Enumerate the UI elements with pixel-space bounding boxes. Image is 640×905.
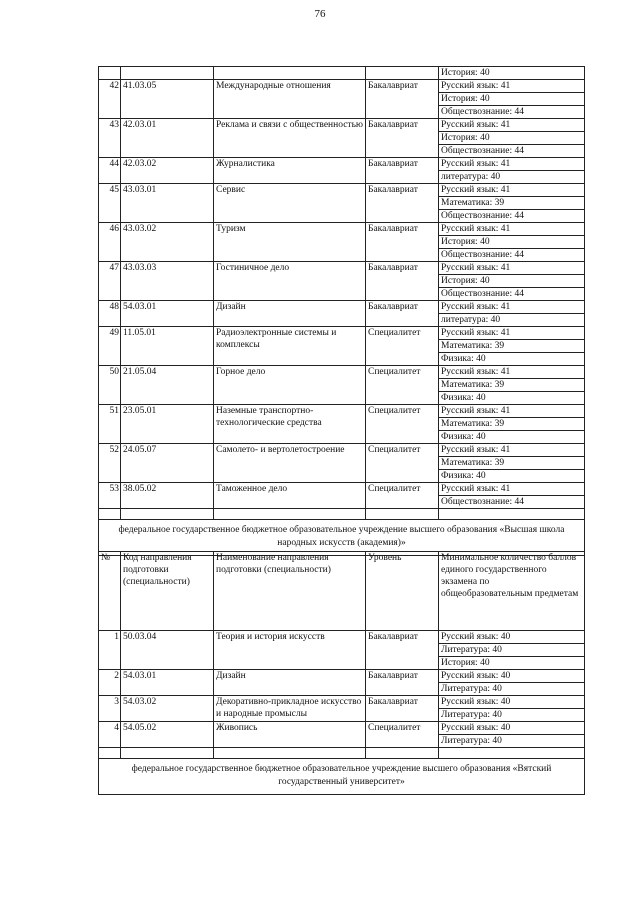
program-level: Бакалавриат: [366, 80, 439, 119]
program-name: Таможенное дело: [214, 483, 366, 509]
empty-cell: [439, 748, 585, 759]
row-number: 3: [99, 696, 121, 722]
program-code: 23.05.01: [121, 405, 214, 444]
program-level: Бакалавриат: [366, 670, 439, 696]
program-code: 24.05.07: [121, 444, 214, 483]
program-name: Дизайн: [214, 301, 366, 327]
program-name: Дизайн: [214, 670, 366, 696]
empty-cell: [366, 67, 439, 80]
table-row: [99, 223, 585, 236]
subject-min-score: Русский язык: 41: [439, 366, 585, 379]
subject-min-score: литература: 40: [439, 171, 585, 184]
table-row: [99, 483, 585, 496]
row-number: 46: [99, 223, 121, 262]
table-row: [99, 327, 585, 340]
empty-cell: [214, 748, 366, 759]
subject-min-score: Русский язык: 41: [439, 80, 585, 93]
subject-min-score: Русский язык: 41: [439, 405, 585, 418]
program-name: Гостиничное дело: [214, 262, 366, 301]
table-header-row: [99, 552, 585, 631]
empty-cell: [214, 509, 366, 520]
row-number: 52: [99, 444, 121, 483]
row-number: 44: [99, 158, 121, 184]
header-code: Код направления подготовки (специальности): [121, 552, 214, 631]
subject-min-score: История: 40: [439, 275, 585, 288]
row-number: 53: [99, 483, 121, 509]
program-name: Наземные транспортно-технологические средства: [214, 405, 366, 444]
table-row: [99, 366, 585, 379]
subject-min-score: Обществознание: 44: [439, 249, 585, 262]
program-name: Живопись: [214, 722, 366, 748]
program-level: Бакалавриат: [366, 119, 439, 158]
page-number: 76: [314, 8, 326, 20]
program-code: 50.03.04: [121, 631, 214, 670]
program-name: Радиоэлектронные системы и комплексы: [214, 327, 366, 366]
subject-min-score: Литература: 40: [439, 735, 585, 748]
program-code: 11.05.01: [121, 327, 214, 366]
table-row: [99, 80, 585, 93]
table-row: [99, 722, 585, 735]
admission-table-continued: [98, 66, 585, 556]
row-number: 49: [99, 327, 121, 366]
program-name: Реклама и связи с общественностью: [214, 119, 366, 158]
subject-min-score: Обществознание: 44: [439, 496, 585, 509]
program-code: 43.03.02: [121, 223, 214, 262]
subject-min-score: Литература: 40: [439, 709, 585, 722]
program-name: Международные отношения: [214, 80, 366, 119]
program-code: 42.03.02: [121, 158, 214, 184]
program-name: Горное дело: [214, 366, 366, 405]
program-level: Специалитет: [366, 327, 439, 366]
header-level: Уровень: [366, 552, 439, 631]
subject-min-score: История: 40: [439, 132, 585, 145]
program-level: Бакалавриат: [366, 223, 439, 262]
row-number: 48: [99, 301, 121, 327]
subject-min-score: Литература: 40: [439, 644, 585, 657]
subject-min-score: Обществознание: 44: [439, 106, 585, 119]
row-number: 51: [99, 405, 121, 444]
program-name: Самолето- и вертолетостроение: [214, 444, 366, 483]
program-level: Бакалавриат: [366, 184, 439, 223]
subject-min-score: Русский язык: 40: [439, 670, 585, 683]
subject-min-score: Русский язык: 41: [439, 327, 585, 340]
program-level: Специалитет: [366, 366, 439, 405]
program-level: Бакалавриат: [366, 262, 439, 301]
subject-min-score: Математика: 39: [439, 197, 585, 210]
subject-min-score: Русский язык: 41: [439, 184, 585, 197]
table-row: [99, 696, 585, 709]
program-code: 54.05.02: [121, 722, 214, 748]
program-code: 21.05.04: [121, 366, 214, 405]
subject-min-score: Математика: 39: [439, 379, 585, 392]
row-number: 45: [99, 184, 121, 223]
program-level: Специалитет: [366, 405, 439, 444]
program-code: 43.03.03: [121, 262, 214, 301]
program-level: Бакалавриат: [366, 158, 439, 184]
row-number: 1: [99, 631, 121, 670]
subject-min-score: Обществознание: 44: [439, 145, 585, 158]
table-row: [99, 670, 585, 683]
table-row: [99, 158, 585, 171]
university-title: федеральное государственное бюджетное образовательное учреждение высшего образования «Высшая школа народных искусств (академия)»: [99, 520, 585, 556]
subject-min-score: Математика: 39: [439, 418, 585, 431]
subject-min-score: Русский язык: 41: [439, 483, 585, 496]
program-code: 54.03.02: [121, 696, 214, 722]
subject-min-score: Русский язык: 40: [439, 631, 585, 644]
row-number: 50: [99, 366, 121, 405]
table-row: [99, 262, 585, 275]
subject-min-score: История: 40: [439, 657, 585, 670]
empty-cell: [366, 748, 439, 759]
subject-min-score: Физика: 40: [439, 431, 585, 444]
table-row: [99, 405, 585, 418]
program-code: 54.03.01: [121, 301, 214, 327]
program-name: Туризм: [214, 223, 366, 262]
subject-min-score: литература: 40: [439, 314, 585, 327]
subject-min-score: Обществознание: 44: [439, 210, 585, 223]
subject-min-score: Русский язык: 41: [439, 119, 585, 132]
row-number: 4: [99, 722, 121, 748]
empty-cell: [99, 509, 121, 520]
program-level: Специалитет: [366, 483, 439, 509]
table-row: [99, 119, 585, 132]
program-code: 38.05.02: [121, 483, 214, 509]
subject-min-score: Русский язык: 40: [439, 696, 585, 709]
subject-min-score: Математика: 39: [439, 340, 585, 353]
subject-min-score: Физика: 40: [439, 353, 585, 366]
program-level: Специалитет: [366, 444, 439, 483]
subject-min-score: Русский язык: 40: [439, 722, 585, 735]
program-code: 54.03.01: [121, 670, 214, 696]
subject-min-score: Русский язык: 41: [439, 262, 585, 275]
header-num: №: [99, 552, 121, 631]
program-level: Бакалавриат: [366, 301, 439, 327]
table-row: [99, 444, 585, 457]
subject-min-score: Русский язык: 41: [439, 223, 585, 236]
program-name: Теория и история искусств: [214, 631, 366, 670]
empty-cell: [99, 67, 121, 80]
program-name: Сервис: [214, 184, 366, 223]
admission-table-folk-arts: [98, 551, 585, 795]
empty-cell: [214, 67, 366, 80]
row-number: 47: [99, 262, 121, 301]
table-row: [99, 301, 585, 314]
subject-min-score: Обществознание: 44: [439, 288, 585, 301]
subject-min-score: Русский язык: 41: [439, 301, 585, 314]
row-number: 43: [99, 119, 121, 158]
program-level: Бакалавриат: [366, 696, 439, 722]
section-title-row: [99, 759, 585, 795]
program-code: 41.03.05: [121, 80, 214, 119]
empty-cell: [121, 67, 214, 80]
university-title: федеральное государственное бюджетное образовательное учреждение высшего образования «Вятский государственный университет»: [99, 759, 585, 795]
row-number: 2: [99, 670, 121, 696]
blank-row: [99, 509, 585, 520]
subject-min-score: Физика: 40: [439, 470, 585, 483]
empty-cell: [99, 748, 121, 759]
table-row: [99, 631, 585, 644]
subject-min-score: Физика: 40: [439, 392, 585, 405]
subject-min-score: Математика: 39: [439, 457, 585, 470]
subject-min-score: История: 40: [439, 67, 585, 80]
empty-cell: [121, 509, 214, 520]
empty-cell: [121, 748, 214, 759]
program-code: 43.03.01: [121, 184, 214, 223]
subject-min-score: Литература: 40: [439, 683, 585, 696]
table-row: [99, 184, 585, 197]
subject-min-score: История: 40: [439, 236, 585, 249]
program-level: Специалитет: [366, 722, 439, 748]
program-name: Декоративно-прикладное искусство и народные промыслы: [214, 696, 366, 722]
program-level: Бакалавриат: [366, 631, 439, 670]
subject-min-score: История: 40: [439, 93, 585, 106]
header-min-score: Минимальное количество баллов единого государственного экзамена по общеобразовательным предметам: [439, 552, 585, 631]
program-code: 42.03.01: [121, 119, 214, 158]
empty-cell: [366, 509, 439, 520]
subject-min-score: Русский язык: 41: [439, 158, 585, 171]
program-name: Журналистика: [214, 158, 366, 184]
header-name: Наименование направления подготовки (специальности): [214, 552, 366, 631]
row-number: 42: [99, 80, 121, 119]
empty-cell: [439, 509, 585, 520]
subject-min-score: Русский язык: 41: [439, 444, 585, 457]
table-row: [99, 67, 585, 80]
blank-row: [99, 748, 585, 759]
